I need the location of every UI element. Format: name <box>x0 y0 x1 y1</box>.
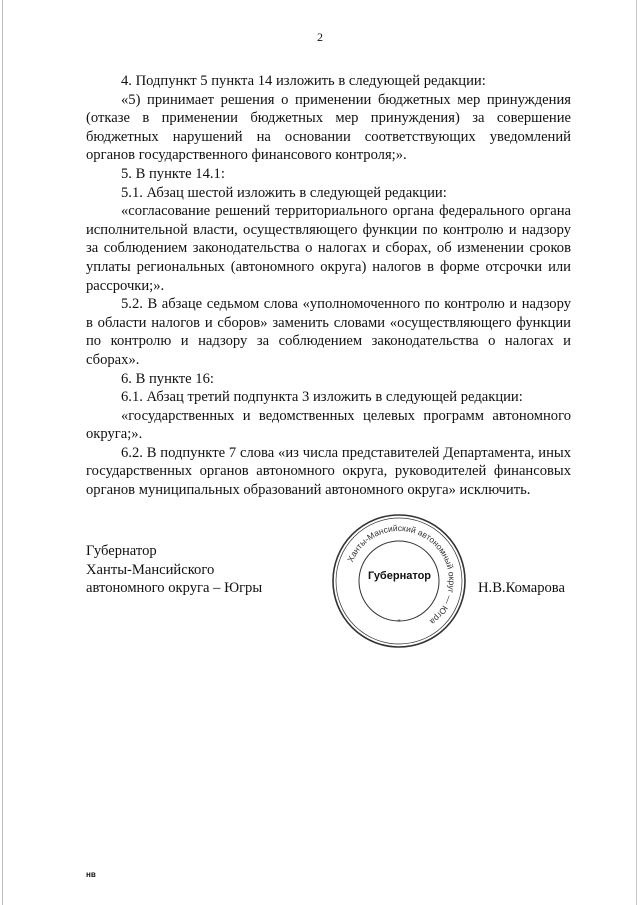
paragraph: «государственных и ведомственных целевых программ автономного округа;». <box>86 407 571 443</box>
signatory-title-line: Ханты-Мансийского <box>86 561 215 578</box>
paragraph: 5.2. В абзаце седьмом слова «уполномоченного по контролю и надзору в области налогов и сборов» заменить словами «осуществляющего функции по контролю и надзору за соблюдением законодательства о налогах и сборах». <box>86 296 571 368</box>
official-seal <box>330 512 468 650</box>
paragraph: «5) принимает решения о применении бюджетных мер принуждения (отказе в применении бюджетных мер принуждения) за совершение бюджетных нарушений на основании соответствующих уведомлений органов государственного финансового контроля;». <box>86 91 571 164</box>
footer-initials: нв <box>86 870 96 879</box>
paragraph: 5. В пункте 14.1: <box>121 165 225 182</box>
signatory-title-line: автономного округа – Югры <box>86 580 263 597</box>
page-number: 2 <box>317 30 323 44</box>
paragraph: 6.1. Абзац третий подпункта 3 изложить в следующей редакции: <box>121 389 523 406</box>
seal-center-text: Губернатор <box>368 570 432 582</box>
paragraph: 4. Подпункт 5 пункта 14 изложить в следующей редакции: <box>121 73 486 89</box>
signer-name: Н.В.Комарова <box>478 580 565 596</box>
signatory-title <box>86 542 306 598</box>
seal-ring-text: Ханты-Мансийский автономный округ — Югра <box>345 522 458 627</box>
document-body <box>86 72 571 500</box>
svg-text:*: * <box>397 618 401 626</box>
paragraph: 6.2. В подпункте 7 слова «из числа представителей Департамента, иных государственных органов автономного округа, руководителей финансовых органов муниципальных образований автономного округа» исключить. <box>86 444 571 499</box>
paragraph: «согласование решений территориального органа федерального органа исполнительной власти, осуществляющего функции по контролю и надзору за соблюдением законодательства о налогах и сборах, об изменении сроков уплаты региональных (автономного округа) налогов в форме отсрочки или рассрочки;». <box>86 203 571 294</box>
signatory-title-line: Губернатор <box>86 543 157 559</box>
paragraph: 5.1. Абзац шестой изложить в следующей редакции: <box>121 184 447 201</box>
paragraph: 6. В пункте 16: <box>121 370 214 387</box>
scan-edge-right <box>636 0 637 905</box>
scan-edge-left <box>2 0 3 905</box>
